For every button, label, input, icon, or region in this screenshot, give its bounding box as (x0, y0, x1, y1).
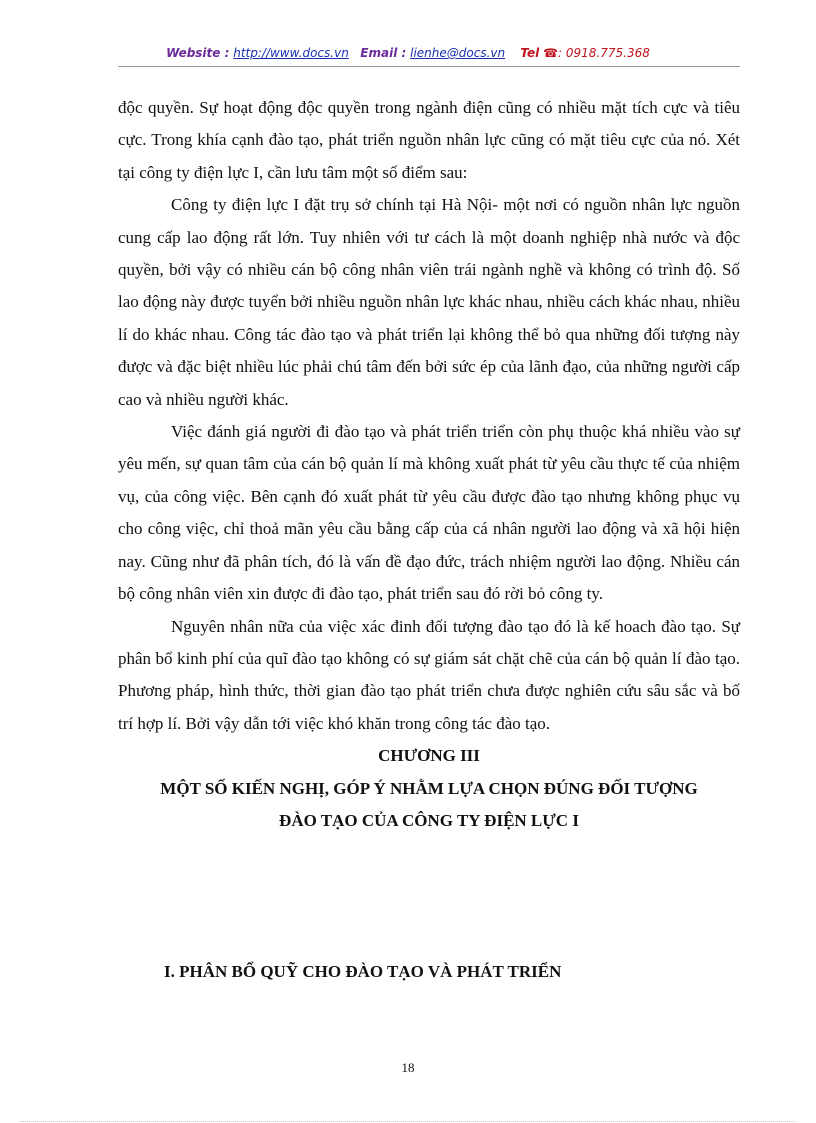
paragraph-2: Công ty điện lực I đặt trụ sở chính tại Hà Nội- một nơi có nguồn nhân lực nguồn cung cấp lao động rất lớn. Tuy nhiên với tư cách là một doanh nghiệp nhà nước và độc quyền, bởi vậy có nhiều cán bộ công nhân viên trái ngành nghề và không có trình độ. Số lao động này được tuyển bởi nhiều nguồn nhân lực khác nhau, nhiều cách khác nhau, nhiều lí do khác nhau. Công tác đào tạo và phát triển lại không thể bỏ qua những đối tượng này được và đặc biệt nhiều lúc phải chú tâm đến bởi sức ép của lãnh đạo, của những người cấp cao và nhiều người khác. (118, 195, 740, 409)
chapter-title-line-1: MỘT SỐ KIẾN NGHỊ, GÓP Ý NHẰM LỰA CHỌN ĐÚNG ĐỐI TƯỢNG (160, 778, 698, 798)
page-bottom-border (20, 1121, 796, 1122)
header-divider (118, 66, 740, 67)
paragraph-1: độc quyền. Sự hoạt động độc quyền trong ngành điện cũng có nhiều mặt tích cực và tiêu cực. Trong khía cạnh đào tạo, phát triển nguồn nhân lực cũng có mặt tiêu cực của nó. Xét tại công ty điện lực I, cần lưu tâm một số điểm sau: (118, 98, 740, 182)
website-link[interactable]: http://www.docs.vn (233, 46, 349, 60)
paragraph-4: Nguyên nhân nữa của việc xác đinh đối tượng đào tạo đó là kế hoach đào tạo. Sự phân bổ kinh phí của quĩ đào tạo không có sự giám sát chặt chẽ của cán bộ quản lí đào tạo. Phương pháp, hình thức, thời gian đào tạo phát triển chưa được nghiên cứu sâu sắc và bố trí hợp lí. Bởi vậy dẫn tới việc khó khăn trong công tác đào tạo. (118, 616, 740, 733)
chapter-number: CHƯƠNG III (378, 746, 480, 766)
email-label: Email : (360, 46, 407, 60)
email-link[interactable]: lienhe@docs.vn (410, 46, 506, 60)
tel-label: Tel (520, 46, 540, 60)
section-heading: I. PHÂN BỔ QUỸ CHO ĐÀO TẠO VÀ PHÁT TRIỂN (164, 962, 562, 981)
page-header (0, 46, 816, 60)
tel-number: : 0918.775.368 (558, 46, 650, 60)
document-body (118, 92, 740, 837)
telephone-icon: ☎ (543, 46, 559, 60)
chapter-title-line-2: ĐÀO TẠO CỦA CÔNG TY ĐIỆN LỰC I (279, 810, 579, 830)
website-label: Website : (166, 46, 230, 60)
paragraph-3: Việc đánh giá người đi đào tạo và phát triển triển còn phụ thuộc khá nhiều vào sự yêu mến, sự quan tâm của cán bộ quản lí mà không xuất phát từ yêu cầu thực tế của nhiệm vụ, của công việc. Bên cạnh đó xuất phát từ yêu cầu được đào tạo nhưng không phục vụ cho công việc, chỉ thoả mãn yêu cầu bằng cấp của cá nhân người lao động và xã hội hiện nay. Cũng như đã phân tích, đó là vấn đề đạo đức, trách nhiệm người lao động. Nhiều cán bộ công nhân viên xin được đi đào tạo, phát triển sau đó rời bỏ công ty. (118, 422, 740, 604)
page-number: 18 (401, 1060, 415, 1075)
